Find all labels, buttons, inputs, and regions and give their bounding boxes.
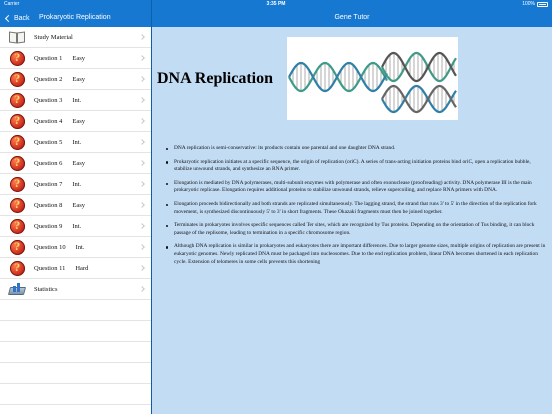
dna-strands bbox=[289, 53, 456, 112]
sidebar-item-question-4[interactable] bbox=[0, 111, 151, 132]
difficulty-label: Easy bbox=[72, 159, 85, 167]
question-mark-glyph: ? bbox=[10, 72, 25, 87]
difficulty-label: Hard bbox=[75, 264, 89, 272]
back-button[interactable] bbox=[4, 9, 30, 27]
battery-indicator bbox=[522, 0, 548, 9]
content-pane bbox=[152, 27, 552, 414]
difficulty-label: Int. bbox=[72, 180, 82, 188]
sidebar-item-label: Question 1 bbox=[34, 54, 63, 62]
chevron-right-icon bbox=[139, 244, 145, 250]
chevron-right-icon bbox=[139, 202, 145, 208]
chevron-right-icon bbox=[139, 55, 145, 61]
sidebar-title: Prokaryotic Replication bbox=[39, 14, 111, 21]
question-icon bbox=[9, 218, 25, 234]
question-icon bbox=[9, 176, 25, 192]
question-mark-glyph: ? bbox=[10, 177, 25, 192]
sidebar-item-label: Question 4 bbox=[34, 117, 63, 125]
empty-row bbox=[0, 342, 151, 363]
app-title: Gene Tutor bbox=[334, 14, 370, 21]
chart-shape bbox=[9, 282, 25, 296]
question-icon bbox=[9, 197, 25, 213]
question-icon bbox=[9, 260, 25, 276]
question-mark-glyph: ? bbox=[10, 198, 25, 213]
status-time: 3:35 PM bbox=[266, 1, 286, 7]
chevron-right-icon bbox=[139, 97, 145, 103]
statistics-icon bbox=[9, 281, 25, 297]
study-bullet: Although DNA replication is similar in prokaryotes and eukaryotes there are important differences. Due to larger genome sizes, multiple origins of replication are present in eukaryotic genomes. Newly replicated DNA must be packaged into nucleosomes. Due to the end replication problem, linear DNA becomes shortened in each replication cycle. Extension of telomeres in some cells prevents this shortening bbox=[166, 243, 548, 266]
empty-row bbox=[0, 321, 151, 342]
difficulty-label: Int. bbox=[75, 243, 85, 251]
question-mark-glyph: ? bbox=[10, 135, 25, 150]
question-mark-glyph: ? bbox=[10, 114, 25, 129]
chevron-right-icon bbox=[139, 265, 145, 271]
sidebar-item-question-8[interactable] bbox=[0, 195, 151, 216]
status-bar bbox=[0, 0, 552, 9]
empty-row bbox=[0, 363, 151, 384]
sidebar-item-label: Question 3 bbox=[34, 96, 63, 104]
sidebar-item-question-7[interactable] bbox=[0, 174, 151, 195]
difficulty-label: Int. bbox=[72, 96, 82, 104]
battery-icon bbox=[537, 2, 548, 7]
difficulty-label: Easy bbox=[72, 75, 85, 83]
study-bullet: DNA replication is semi-conservative: its products contain one parental and one daughter DNA strand. bbox=[166, 145, 548, 153]
sidebar-item-statistics[interactable] bbox=[0, 279, 151, 300]
difficulty-label: Int. bbox=[72, 222, 82, 230]
chevron-left-icon bbox=[5, 14, 12, 21]
sidebar-item-label: Question 7 bbox=[34, 180, 63, 188]
study-bullet: Elongation is mediated by DNA polymerases, multi-subunit enzymes with polymerase and often exonuclease (proofreading) activity. DNA polymerase III is the main prokaryotic replicase. Elongation requires additional proteins to stabilize unwound strands, relieve supercoiling, and replace RNA primers with DNA. bbox=[166, 180, 548, 195]
chevron-right-icon bbox=[139, 286, 145, 292]
empty-row bbox=[0, 300, 151, 321]
carrier-label: Carrier bbox=[4, 1, 20, 7]
battery-percent: 100% bbox=[522, 1, 535, 7]
chevron-right-icon bbox=[139, 160, 145, 166]
chevron-right-icon bbox=[139, 181, 145, 187]
sidebar-list bbox=[0, 27, 151, 414]
question-icon bbox=[9, 134, 25, 150]
sidebar-item-question-11[interactable] bbox=[0, 258, 151, 279]
book-icon bbox=[9, 29, 25, 45]
study-text-list bbox=[166, 145, 548, 272]
sidebar-nav-bar bbox=[0, 9, 151, 27]
sidebar-item-question-1[interactable] bbox=[0, 48, 151, 69]
difficulty-label: Easy bbox=[72, 54, 85, 62]
chevron-right-icon bbox=[139, 223, 145, 229]
sidebar-item-label: Question 5 bbox=[34, 138, 63, 146]
sidebar-item-label: Question 9 bbox=[34, 222, 63, 230]
difficulty-label: Int. bbox=[72, 138, 82, 146]
sidebar-item-question-3[interactable] bbox=[0, 90, 151, 111]
question-mark-glyph: ? bbox=[10, 93, 25, 108]
question-icon bbox=[9, 239, 25, 255]
sidebar-item-label: Statistics bbox=[34, 285, 58, 293]
chevron-right-icon bbox=[139, 34, 145, 40]
sidebar-item-question-9[interactable] bbox=[0, 216, 151, 237]
page-title: DNA Replication bbox=[157, 70, 273, 87]
empty-row bbox=[0, 405, 151, 414]
chevron-right-icon bbox=[139, 139, 145, 145]
question-mark-glyph: ? bbox=[10, 261, 25, 276]
study-bullet: Prokaryotic replication initiates at a specific sequence, the origin of replication (oriC). A series of trans-acting initiation proteins bind oriC, open a replication bubble, stabilize unwound strands, and synthesize an RNA primer. bbox=[166, 159, 548, 174]
empty-row bbox=[0, 384, 151, 405]
sidebar-item-label: Question 10 bbox=[34, 243, 66, 251]
sidebar-item-question-5[interactable] bbox=[0, 132, 151, 153]
study-bullet: Terminates in prokaryotes involves specific sequences called Ter sites, which are recognized by Tus proteins. Depending on the orientation of Tus binding, it can block passage of the replisome, leading to termination in a specific chromosome region. bbox=[166, 222, 548, 237]
difficulty-label: Easy bbox=[72, 201, 85, 209]
main-nav-bar bbox=[152, 9, 552, 27]
sidebar-item-study-material[interactable] bbox=[0, 27, 151, 48]
back-label: Back bbox=[14, 14, 30, 22]
chevron-right-icon bbox=[139, 76, 145, 82]
chevron-right-icon bbox=[139, 118, 145, 124]
question-icon bbox=[9, 50, 25, 66]
question-mark-glyph: ? bbox=[10, 51, 25, 66]
sidebar-item-label: Question 2 bbox=[34, 75, 63, 83]
sidebar-item-label: Question 11 bbox=[34, 264, 66, 272]
sidebar-item-question-6[interactable] bbox=[0, 153, 151, 174]
sidebar-item-label: Study Material bbox=[34, 33, 73, 41]
question-mark-glyph: ? bbox=[10, 240, 25, 255]
question-mark-glyph: ? bbox=[10, 156, 25, 171]
dna-helix-illustration bbox=[287, 37, 458, 120]
difficulty-label: Easy bbox=[72, 117, 85, 125]
question-icon bbox=[9, 155, 25, 171]
question-mark-glyph: ? bbox=[10, 219, 25, 234]
sidebar-item-question-10[interactable] bbox=[0, 237, 151, 258]
question-icon bbox=[9, 113, 25, 129]
sidebar-item-label: Question 6 bbox=[34, 159, 63, 167]
sidebar-item-label: Question 8 bbox=[34, 201, 63, 209]
question-icon bbox=[9, 92, 25, 108]
book-pages bbox=[9, 31, 25, 44]
question-icon bbox=[9, 71, 25, 87]
study-bullet: Elongation proceeds bidirectionally and both strands are replicated simultaneously. The lagging strand, the strand that runs 3' to 5' in the direction of the replication fork movement, is synthesized discontinuously 5' to 3' in short fragments. These Okazaki fragments must then be joined together. bbox=[166, 201, 548, 216]
sidebar-item-question-2[interactable] bbox=[0, 69, 151, 90]
